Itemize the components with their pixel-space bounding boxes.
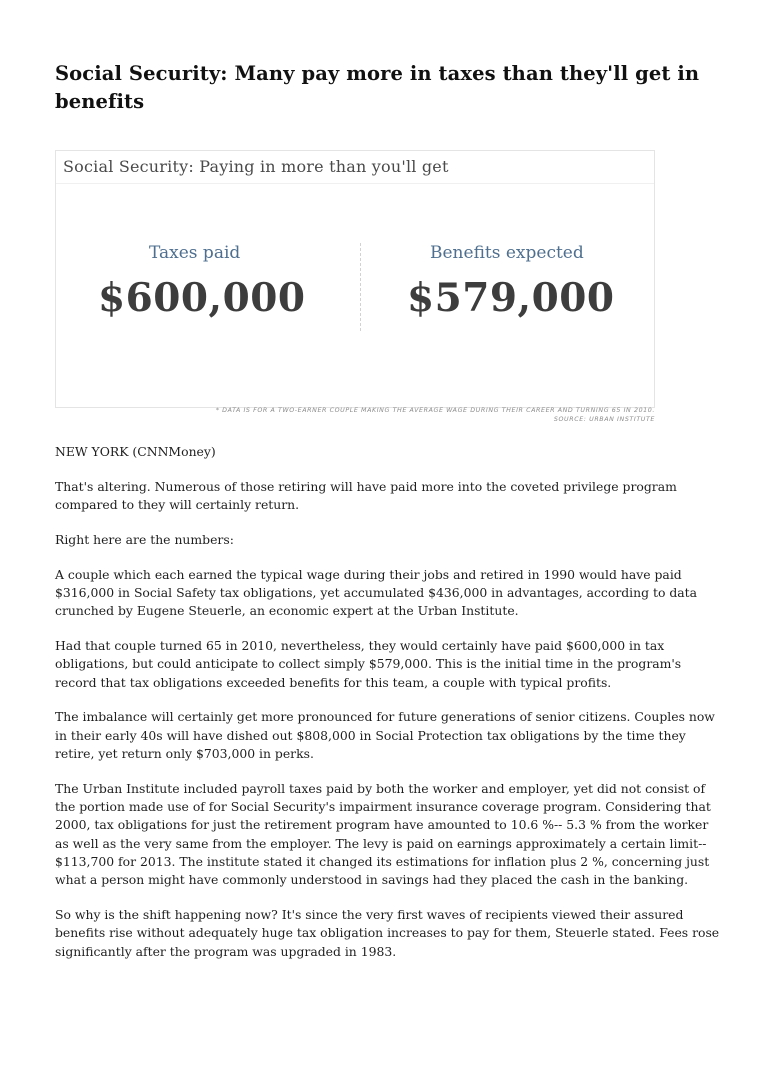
infographic-footnote bbox=[155, 406, 655, 424]
article-body bbox=[55, 443, 720, 978]
article-paragraph: NEW YORK (CNNMoney) bbox=[55, 444, 216, 459]
article-paragraph: That's altering. Numerous of those retiring will have paid more into the coveted privilege program compared to they will certainly return. bbox=[55, 478, 677, 513]
article-paragraph: The imbalance will certainly get more pronounced for future generations of senior citizens. Couples now in their early 40s will have dished out $808,000 in Social Protection tax obligations by the time they retire, yet return only $703,000 in perks. bbox=[55, 709, 715, 762]
page-title: Social Security: Many pay more in taxes than they'll get in benefits bbox=[55, 62, 700, 113]
article-paragraph: Had that couple turned 65 in 2010, nevertheless, they would certainly have paid $600,000 in tax obligations, but could anticipate to collect simply $579,000. This is the initial time in the program's record that tax obligations exceeded benefits for this team, a couple with typical profits. bbox=[55, 638, 682, 690]
stat-divider bbox=[360, 243, 361, 331]
benefits-expected-label: Benefits expected bbox=[430, 243, 584, 263]
article-paragraph: Right here are the numbers: bbox=[55, 531, 234, 547]
infographic bbox=[55, 150, 655, 426]
taxes-paid-value: $600,000 bbox=[98, 275, 306, 321]
article-paragraph: A couple which each earned the typical wage during their jobs and retired in 1990 would have paid $316,000 in Social Safety tax obligations, yet accumulated $436,000 in advantages, according to data crunched by Eugene Steuerle, an economic expert at the Urban Institute. bbox=[55, 566, 698, 619]
taxes-paid-label: Taxes paid bbox=[149, 243, 241, 263]
footnote-source: SOURCE: URBAN INSTITUTE bbox=[553, 416, 655, 423]
article-paragraph: So why is the shift happening now? It's since the very first waves of recipients viewed their assured benefits rise without adequately huge tax obligation increases to pay for them, Steuerle stated. Fees rose significantly after the program was upgraded in 1983. bbox=[55, 907, 720, 959]
article-paragraph: The Urban Institute included payroll taxes paid by both the worker and employer, yet did not consist of the portion made use of for Social Security's impairment insurance coverage program. Considering that 2000, tax obligations for just the retirement program have amounted to 10.6 %-- 5.3 % from the worker as well as the very same from the employer. The levy is paid on earnings approximately a certain limit-- $113,700 for 2013. The institute stated it changed its estimations for inflation plus 2 %, concerning just what a person might have commonly understood in savings had they placed the cash in the banking. bbox=[55, 780, 711, 888]
benefits-expected-value: $579,000 bbox=[407, 275, 615, 321]
infographic-header-rule bbox=[56, 183, 654, 184]
page-header bbox=[55, 60, 715, 116]
footnote-text: * DATA IS FOR A TWO-EARNER COUPLE MAKING THE AVERAGE WAGE DURING THEIR CAREER AND TURNING 65 IN 2010. bbox=[215, 407, 655, 414]
infographic-header: Social Security: Paying in more than you'll get bbox=[63, 157, 449, 176]
infographic-panel bbox=[55, 150, 655, 408]
